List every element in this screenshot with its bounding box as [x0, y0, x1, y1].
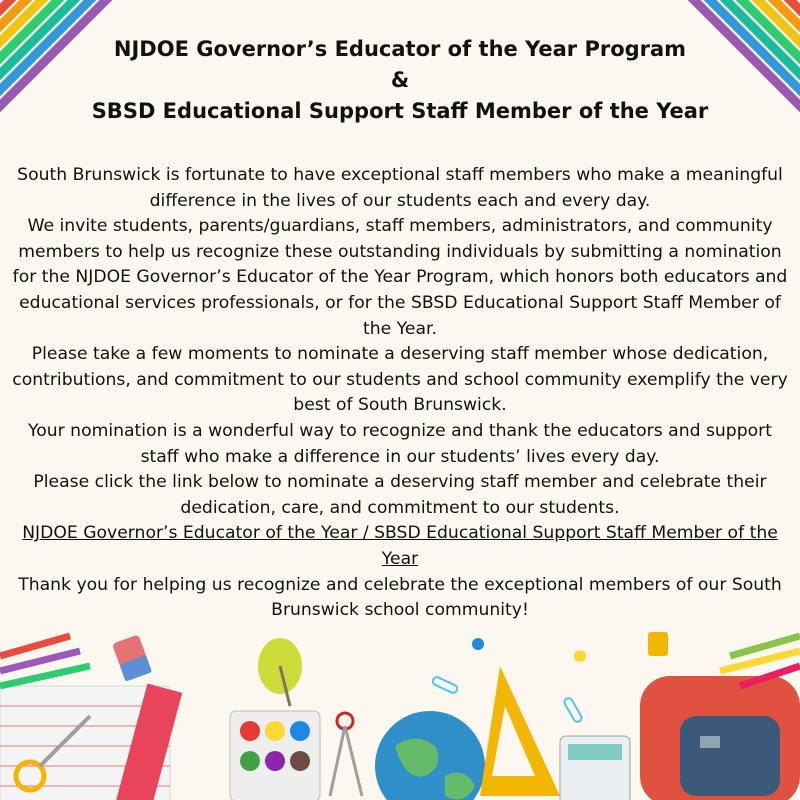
- leaf-icon: [258, 638, 302, 706]
- paint-palette-icon: [230, 711, 320, 800]
- set-square-icon: [480, 666, 560, 796]
- calculator-icon: [560, 736, 630, 800]
- eraser-icon: [112, 634, 152, 681]
- pencil-icon: [0, 636, 90, 686]
- school-supplies-illustration: [0, 626, 800, 800]
- paragraph-intro: South Brunswick is fortunate to have exceptional staff members who make a meaningful difference in the lives of our students each and every day.: [17, 165, 783, 211]
- paragraph-recognition: Your nomination is a wonderful way to recognize and thank the educators and support staff who make a difference in our students’ lives every day.: [28, 420, 772, 467]
- title-line-program: NJDOE Governor’s Educator of the Year Program: [113, 37, 687, 61]
- paragraph-invite: We invite students, parents/guardians, staff members, administrators, and community members to help us recognize these outstanding individuals by submitting a nomination for the NJDOE Governor’s Educator of the Year Program, which honors both educators and educational services professionals, or for the SBSD Educational Support Staff Member of the Year.: [12, 216, 788, 339]
- globe-icon: [375, 711, 485, 800]
- compass-tool-icon: [330, 713, 362, 796]
- announcement-body: [10, 163, 790, 624]
- nomination-link[interactable]: NJDOE Governor’s Educator of the Year / SBSD Educational Support Staff Member of the Year: [22, 523, 778, 569]
- title-line-award: SBSD Educational Support Staff Member of the Year: [91, 99, 709, 123]
- paragraph-closing: Thank you for helping us recognize and celebrate the exceptional members of our South Brunswick school community!: [18, 574, 782, 621]
- paragraph-request: Please take a few moments to nominate a deserving staff member whose dedication, contributions, and commitment to our students and school community exemplify the very best of South Brunswick.: [12, 344, 788, 416]
- page-title: [0, 34, 800, 127]
- backpack-icon: [640, 676, 800, 800]
- paragraph-instruction: Please click the link below to nominate a deserving staff member and celebrate their dedication, care, and commitment to our students.: [33, 472, 767, 518]
- sharpener-icon: [648, 632, 668, 656]
- pushpin-icon: [472, 638, 586, 662]
- title-line-ampersand: &: [390, 68, 410, 92]
